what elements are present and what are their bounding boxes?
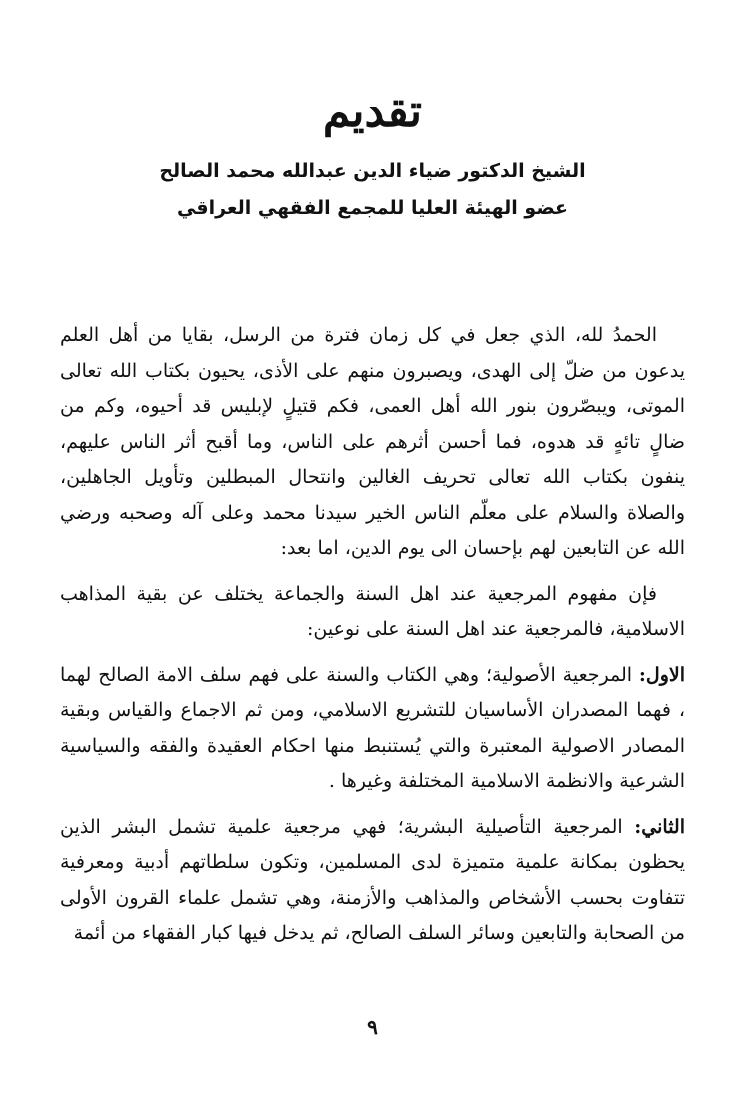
document-page	[60, 0, 685, 1110]
page-number: ٩	[367, 1015, 378, 1039]
paragraph-concept	[60, 577, 685, 648]
paragraph-second-type-text: المرجعية التأصيلية البشرية؛ فهي مرجعية علمية تشمل البشر الذين يحظون بمكانة علمية متميزة لدى المسلمين، وتكون سلطاتهم أدبية ومعرفية تتفاوت بحسب الأشخاص والمذاهب والأزمنة، وهي تشمل علماء القرون الأولى من الصحابة والتابعين وسائر السلف الصالح، ثم يدخل فيها كبار الفقهاء من أئمة	[60, 815, 685, 944]
paragraph-second-type-lead: الثاني:	[634, 815, 685, 838]
page-title: تقديم	[322, 86, 423, 137]
paragraph-second-type	[60, 810, 685, 952]
paragraph-concept-text: فإن مفهوم المرجعية عند اهل السنة والجماعة يختلف عن بقية المذاهب الاسلامية، فالمرجعية عند اهل السنة على نوعين:	[60, 582, 685, 640]
author-name: الشيخ الدكتور ضياء الدين عبدالله محمد الصالح	[159, 160, 586, 182]
paragraph-intro	[60, 318, 685, 567]
paragraph-first-type	[60, 658, 685, 800]
body-text	[60, 318, 685, 962]
author-role: عضو الهيئة العليا للمجمع الفقهي العراقي	[176, 197, 569, 219]
paragraph-first-type-text: المرجعية الأصولية؛ وهي الكتاب والسنة على فهم سلف الامة الصالح لهما ، فهما المصدران الأساسيان للتشريع الاسلامي، ومن ثم الاجماع والقياس وبقية المصادر الاصولية المعتبرة والتي يُستنبط منها احكام العقيدة والفقه والسياسية الشرعية والانظمة الاسلامية المختلفة وغيرها .	[60, 663, 685, 792]
paragraph-first-type-lead: الاول:	[638, 663, 685, 686]
paragraph-intro-text: الحمدُ لله، الذي جعل في كل زمان فترة من الرسل، بقايا من أهل العلم يدعون من ضلّ إلى الهدى، ويصبرون منهم على الأذى، يحيون بكتاب الله تعالى الموتى، ويبصّرون بنور الله أهل العمى، فكم قتيلٍ لإبليس قد أحيوه، وكم من ضالٍ تائهٍ قد هدوه، فما أحسن أثرهم على الناس، وما أقبح أثر الناس عليهم، ينفون بكتاب الله تعالى تحريف الغالين وانتحال المبطلين وتأويل الجاهلين، والصلاة والسلام على معلّم الناس الخير سيدنا محمد وعلى آله وصحبه ورضي الله عن التابعين لهم بإحسان الى يوم الدين، اما بعد:	[60, 324, 685, 559]
